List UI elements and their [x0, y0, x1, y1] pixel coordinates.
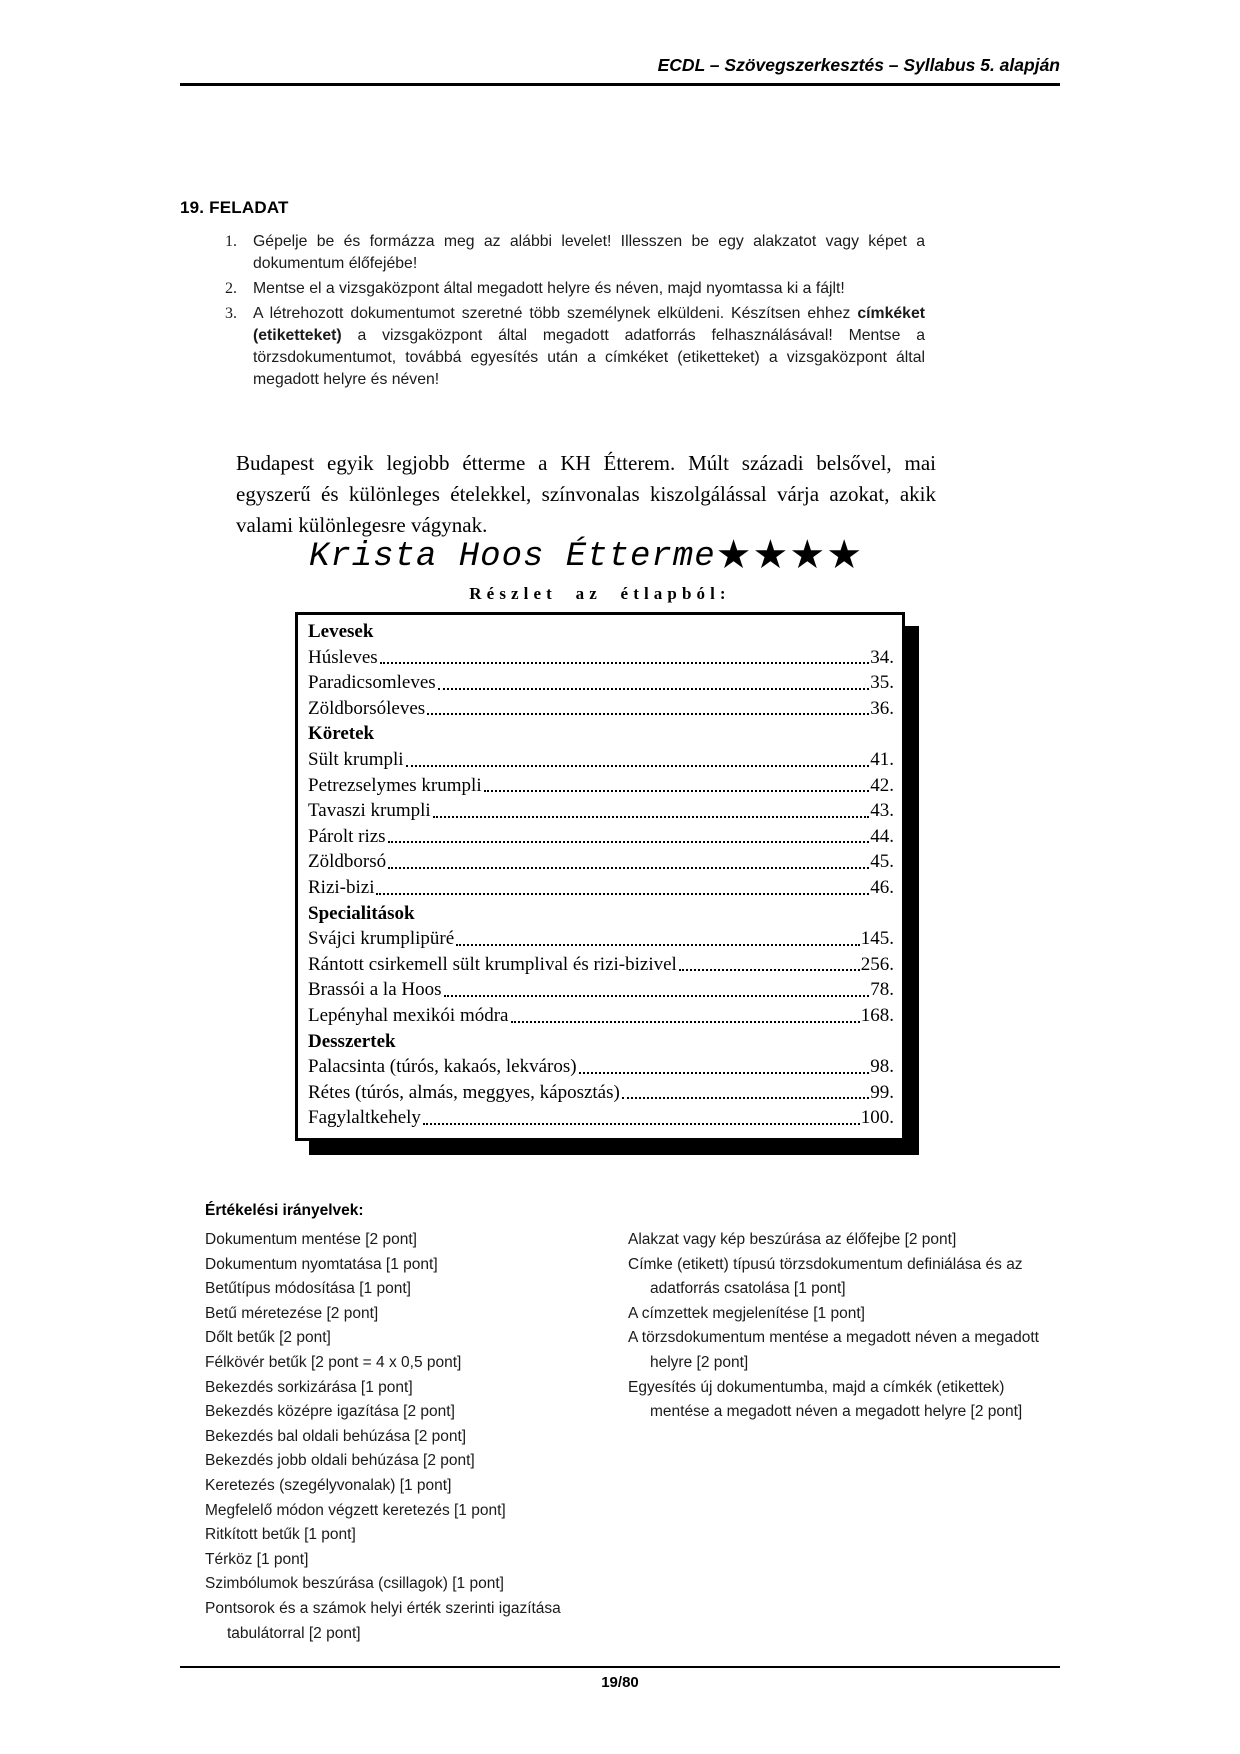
dot-leader — [404, 747, 871, 773]
menu-item-price: 78. — [870, 979, 894, 1001]
evaluation-item-text: Bekezdés bal oldali behúzása [2 pont] — [205, 1427, 467, 1445]
footer-rule — [180, 1666, 1060, 1668]
task-item-text-bold: címkéket (etiketteket) — [253, 305, 925, 344]
menu-item-price: 42. — [870, 774, 894, 796]
dot-leader — [509, 1003, 861, 1029]
evaluation-item-text: Alakzat vagy kép beszúrása az élőfejbe [2 pont] — [628, 1231, 957, 1248]
menu-item-label: Tavaszi krumpli — [308, 800, 431, 822]
evaluation-item-text: Keretezés (szegélyvonalak) [1 pont] — [205, 1476, 452, 1494]
task-item-text-post: a vizsgaközpont által megadott adatforrás felhasználásával! Mentse a törzsdokumentumot, továbbá egyesítés után a címkéket (etiketteket) a vizsgaközpont által megadott helyre és néven! — [253, 327, 925, 388]
menu-row — [308, 747, 894, 773]
dot-leader — [421, 1105, 861, 1131]
menu-row — [308, 645, 894, 671]
evaluation-item-text: Félkövér betűk [2 pont = 4 x 0,5 pont] — [205, 1353, 462, 1371]
evaluation-item-text: helyre [2 pont] — [650, 1353, 749, 1371]
dot-leader — [482, 773, 871, 799]
dot-leader — [442, 977, 871, 1003]
evaluation-item — [205, 1572, 620, 1597]
evaluation-item — [205, 1523, 620, 1548]
evaluation-item — [628, 1253, 1073, 1278]
restaurant-title-line — [236, 532, 936, 578]
task-item-text-pre: Gépelje be és formázza meg az alábbi levelet! Illesszen be egy alakzatot vagy képet a dokumentum élőfejébe! — [253, 233, 925, 272]
evaluation-item — [628, 1302, 1073, 1327]
menu-row — [308, 824, 894, 850]
menu-item-price: 41. — [870, 748, 894, 770]
menu-row — [308, 798, 894, 824]
menu-item-label: Húsleves — [308, 646, 378, 668]
evaluation-item-text: Bekezdés jobb oldali behúzása [2 pont] — [205, 1452, 475, 1470]
menu-row — [308, 670, 894, 696]
task-item — [195, 278, 925, 300]
task-item-number: 1. — [225, 233, 237, 250]
task-list — [195, 231, 925, 394]
menu-box — [295, 612, 905, 1141]
menu-item-label: Sült krumpli — [308, 748, 404, 770]
letter-intro-paragraph: Budapest egyik legjobb étterme a KH Étterem. Múlt századi belsővel, mai egyszerű és különleges ételekkel, színvonalas kiszolgálással várja azokat, akik valami különlegesre vágynak. — [236, 451, 936, 537]
dot-leader — [386, 824, 871, 850]
task-item-text — [253, 303, 925, 391]
evaluation-item — [628, 1400, 1073, 1425]
menu-item-label: Petrezselymes krumpli — [308, 774, 482, 796]
task-heading: 19. FELADAT — [180, 198, 289, 217]
task-item-number: 2. — [225, 280, 237, 297]
evaluation-item-text: tabulátorral [2 pont] — [227, 1624, 361, 1642]
footer-page-number: 19/80 — [601, 1674, 639, 1691]
menu-item-label: Zöldborsóleves — [308, 697, 426, 719]
menu-row — [308, 901, 894, 927]
menu-item-label: Paradicsomleves — [308, 672, 436, 694]
menu-item-price: 45. — [870, 851, 894, 873]
menu-item-price: 99. — [870, 1081, 894, 1103]
menu-item-label: Lepényhal mexikói módra — [308, 1004, 509, 1026]
evaluation-item — [205, 1622, 620, 1647]
menu-row — [308, 1003, 894, 1029]
evaluation-item — [205, 1548, 620, 1573]
dot-leader — [431, 798, 871, 824]
dot-leader — [378, 645, 871, 671]
evaluation-item-text: Betű méretezése [2 pont] — [205, 1304, 379, 1322]
dot-leader — [677, 952, 861, 978]
dot-leader — [386, 849, 870, 875]
document-header-title: ECDL – Szövegszerkesztés – Syllabus 5. alapján — [180, 55, 1060, 86]
evaluation-item — [205, 1597, 620, 1622]
menu-item-label: Rántott csirkemell sült krumplival és rizi-bizivel — [308, 953, 677, 975]
menu-item-label: Brassói a la Hoos — [308, 979, 442, 1001]
menu-item-label: Svájci krumplipüré — [308, 928, 455, 950]
menu-row — [308, 926, 894, 952]
evaluation-item-text: Szimbólumok beszúrása (csillagok) [1 pont] — [205, 1575, 504, 1593]
evaluation-item-text: Betűtípus módosítása [1 pont] — [205, 1280, 411, 1298]
menu-item-price: 145. — [860, 928, 894, 950]
menu-item-price: 35. — [870, 672, 894, 694]
menu-item-label: Desszertek — [308, 1030, 396, 1052]
task-item-number: 3. — [225, 305, 237, 322]
evaluation-heading: Értékelési irányelvek: — [205, 1202, 364, 1219]
menu-item-price: 34. — [870, 646, 894, 668]
task-item-text-pre: A létrehozott dokumentumot szeretné több személynek elküldeni. Készítsen ehhez — [253, 305, 858, 322]
menu-row — [308, 849, 894, 875]
task-item-text — [253, 278, 925, 300]
menu-item-price: 43. — [870, 800, 894, 822]
dot-leader — [454, 926, 861, 952]
task-item — [195, 231, 925, 275]
evaluation-item-text: Térköz [1 pont] — [205, 1550, 309, 1568]
menu-item-label: Zöldborsó — [308, 851, 387, 873]
menu-item-price: 46. — [870, 876, 894, 898]
evaluation-item-text: Dőlt betűk [2 pont] — [205, 1329, 331, 1347]
evaluation-item-text: Pontsorok és a számok helyi érték szerinti igazítása — [205, 1599, 561, 1617]
menu-row — [308, 875, 894, 901]
menu-item-price: 36. — [870, 697, 894, 719]
evaluation-item — [628, 1376, 1073, 1401]
evaluation-item — [205, 1253, 620, 1278]
dot-leader — [425, 696, 870, 722]
task-item — [195, 303, 925, 391]
evaluation-item-text: Ritkított betűk [1 pont] — [205, 1526, 356, 1544]
dot-leader — [374, 875, 870, 901]
evaluation-item — [205, 1277, 620, 1302]
evaluation-item — [628, 1277, 1073, 1302]
menu-item-label: Levesek — [308, 621, 374, 642]
menu-row — [308, 952, 894, 978]
menu-row — [308, 1029, 894, 1055]
evaluation-item-text: Egyesítés új dokumentumba, majd a címkék (etikettek) — [628, 1378, 1005, 1396]
evaluation-item — [205, 1302, 620, 1327]
menu-item-price: 44. — [870, 825, 894, 847]
page-number: – 3 – — [601, 1138, 639, 1159]
menu-caption: Részlet az étlapból: — [469, 584, 731, 603]
evaluation-item-text: Dokumentum nyomtatása [1 pont] — [205, 1255, 438, 1273]
evaluation-item — [205, 1228, 620, 1253]
menu-item-label: Specialitások — [308, 902, 415, 924]
evaluation-item-text: A törzsdokumentum mentése a megadott néven a megadott — [628, 1329, 1039, 1347]
dot-leader — [577, 1054, 871, 1080]
evaluation-item — [205, 1499, 620, 1524]
evaluation-item — [205, 1400, 620, 1425]
dot-leader — [620, 1080, 870, 1106]
dot-leader — [436, 670, 871, 696]
menu-item-label: Rizi-bizi — [308, 876, 375, 898]
evaluation-item — [205, 1326, 620, 1351]
evaluation-item — [205, 1351, 620, 1376]
menu-item-price: 168. — [860, 1004, 894, 1026]
task-item-text — [253, 231, 925, 275]
evaluation-item — [628, 1228, 1073, 1253]
menu-item-label: Palacsinta (túrós, kakaós, lekváros) — [308, 1056, 577, 1078]
menu-row — [308, 1105, 894, 1131]
evaluation-item-text: Bekezdés sorkizárása [1 pont] — [205, 1378, 413, 1396]
menu-item-price: 256. — [860, 953, 894, 975]
menu-item-label: Köretek — [308, 723, 375, 745]
menu-item-label: Párolt rizs — [308, 825, 386, 847]
evaluation-item — [628, 1326, 1073, 1351]
evaluation-item-text: mentése a megadott néven a megadott helyre [2 pont] — [650, 1403, 1023, 1421]
evaluation-item-text: Bekezdés középre igazítása [2 pont] — [205, 1403, 455, 1421]
menu-row — [308, 1080, 894, 1106]
menu-item-label: Fagylaltkehely — [308, 1107, 421, 1129]
evaluation-item — [628, 1351, 1073, 1376]
menu-row — [308, 977, 894, 1003]
evaluation-item — [205, 1449, 620, 1474]
menu-row — [308, 1054, 894, 1080]
menu-row — [308, 619, 894, 645]
evaluation-item-text: Címke (etikett) típusú törzsdokumentum definiálása és az — [628, 1255, 1023, 1273]
menu-item-price: 98. — [870, 1056, 894, 1078]
evaluation-column-left — [205, 1228, 620, 1646]
evaluation-item-text: Dokumentum mentése [2 pont] — [205, 1231, 417, 1248]
menu-row — [308, 721, 894, 747]
evaluation-column-right — [628, 1228, 1073, 1425]
task-item-text-pre: Mentse el a vizsgaközpont által megadott helyre és néven, majd nyomtassa ki a fájlt! — [253, 280, 845, 297]
menu-item-price: 100. — [860, 1107, 894, 1129]
evaluation-item-text: Megfelelő módon végzett keretezés [1 pont] — [205, 1501, 506, 1519]
menu-row — [308, 696, 894, 722]
menu-item-label: Rétes (túrós, almás, meggyes, káposztás) — [308, 1081, 620, 1103]
evaluation-item — [205, 1425, 620, 1450]
evaluation-item — [205, 1474, 620, 1499]
evaluation-item-text: adatforrás csatolása [1 pont] — [650, 1280, 846, 1298]
restaurant-name: Krista Hoos Étterme — [308, 538, 716, 576]
menu-row — [308, 773, 894, 799]
four-star-rating-icon: ★★★★ — [715, 532, 864, 578]
evaluation-item — [205, 1376, 620, 1401]
evaluation-item-text: A címzettek megjelenítése [1 pont] — [628, 1304, 865, 1322]
